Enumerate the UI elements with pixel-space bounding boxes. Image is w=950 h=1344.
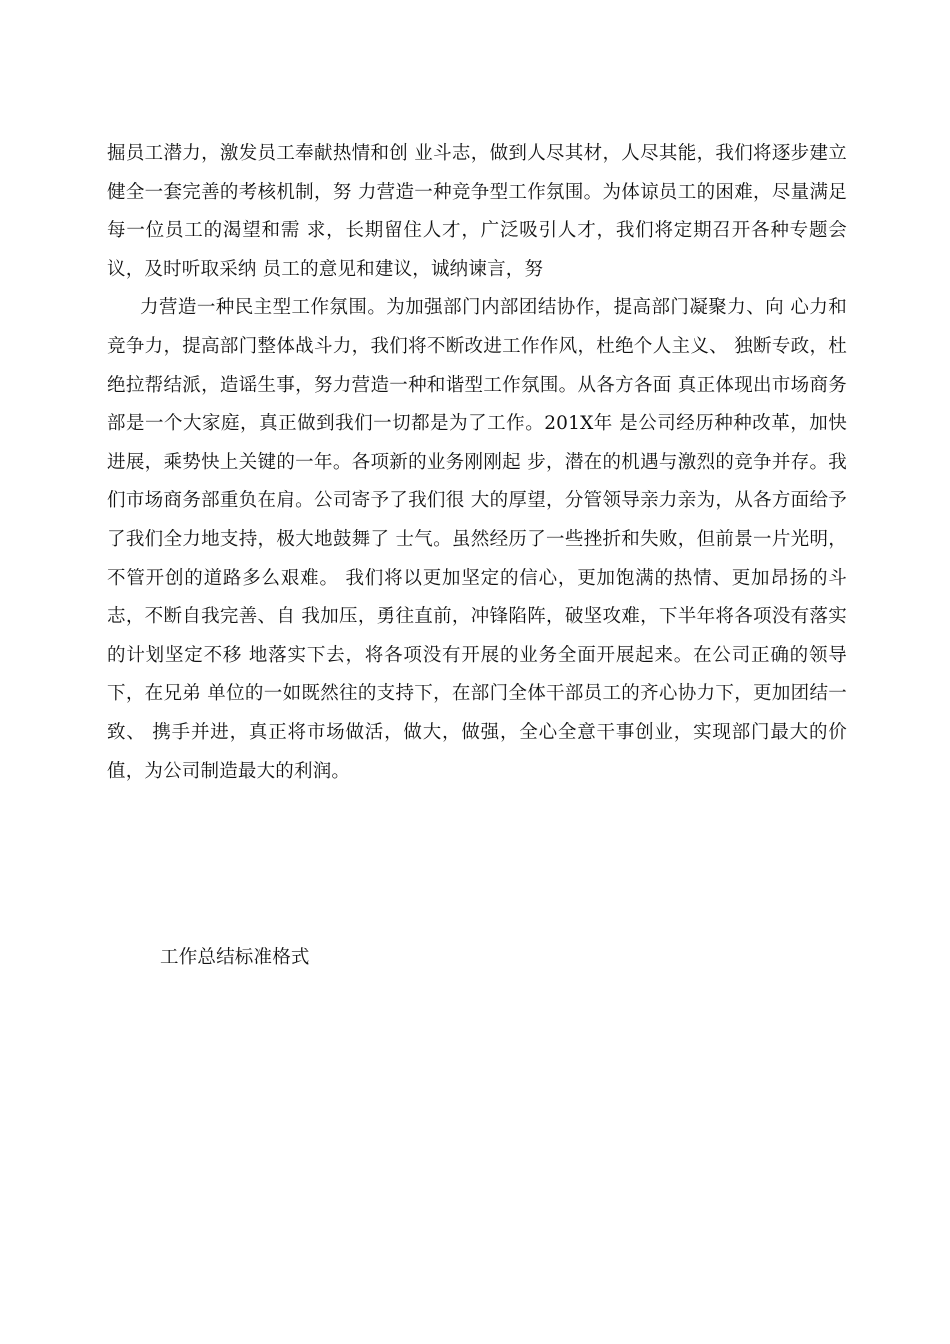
paragraph-2: 力营造一种民主型工作氛围。为加强部门内部团结协作，提高部门凝聚力、向 心力和竞争力，提高部门整体战斗力，我们将不断改进工作作风，杜绝个人主义、 独断专政，杜绝拉帮结派，造谣生事，努力营造一种和谐型工作氛围。从各方各面 真正体现出市场商务部是一个大家庭，真正做到我们一切都是为了工作。201X年 是公司经历种种改革，加快进展，乘势快上关键的一年。各项新的业务刚刚起 步，潜在的机遇与激烈的竞争并存。我们市场商务部重负在肩。公司寄予了我们很 大的厚望，分管领导亲力亲为，从各方面给予了我们全力地支持，极大地鼓舞了 士气。虽然经历了一些挫折和失败，但前景一片光明，不管开创的道路多么艰难。 我们将以更加坚定的信心，更加饱满的热情、更加昂扬的斗志，不断自我完善、自 我加压，勇往直前，冲锋陷阵，破坚攻难，下半年将各项没有落实的计划坚定不移 地落实下去，将各项没有开展的业务全面开展起来。在公司正确的领导下，在兄弟 单位的一如既然往的支持下，在部门全体干部员工的齐心协力下，更加团结一致、 携手并进，真正将市场做活，做大，做强，全心全意干事创业，实现部门最大的价 值，为公司制造最大的利润。 [107,297,847,782]
document-body [107,135,847,791]
paragraph-1: 掘员工潜力，激发员工奉献热情和创 业斗志，做到人尽其材，人尽其能，我们将逐步建立健全一套完善的考核机制，努 力营造一种竞争型工作氛围。为体谅员工的困难，尽量满足每一位员工的渴望和需 求，长期留住人才，广泛吸引人才，我们将定期召开各种专题会议，及时听取采纳 员工的意见和建议，诚纳谏言，努 [107,143,847,280]
section-heading: 工作总结标准格式 [160,947,310,968]
